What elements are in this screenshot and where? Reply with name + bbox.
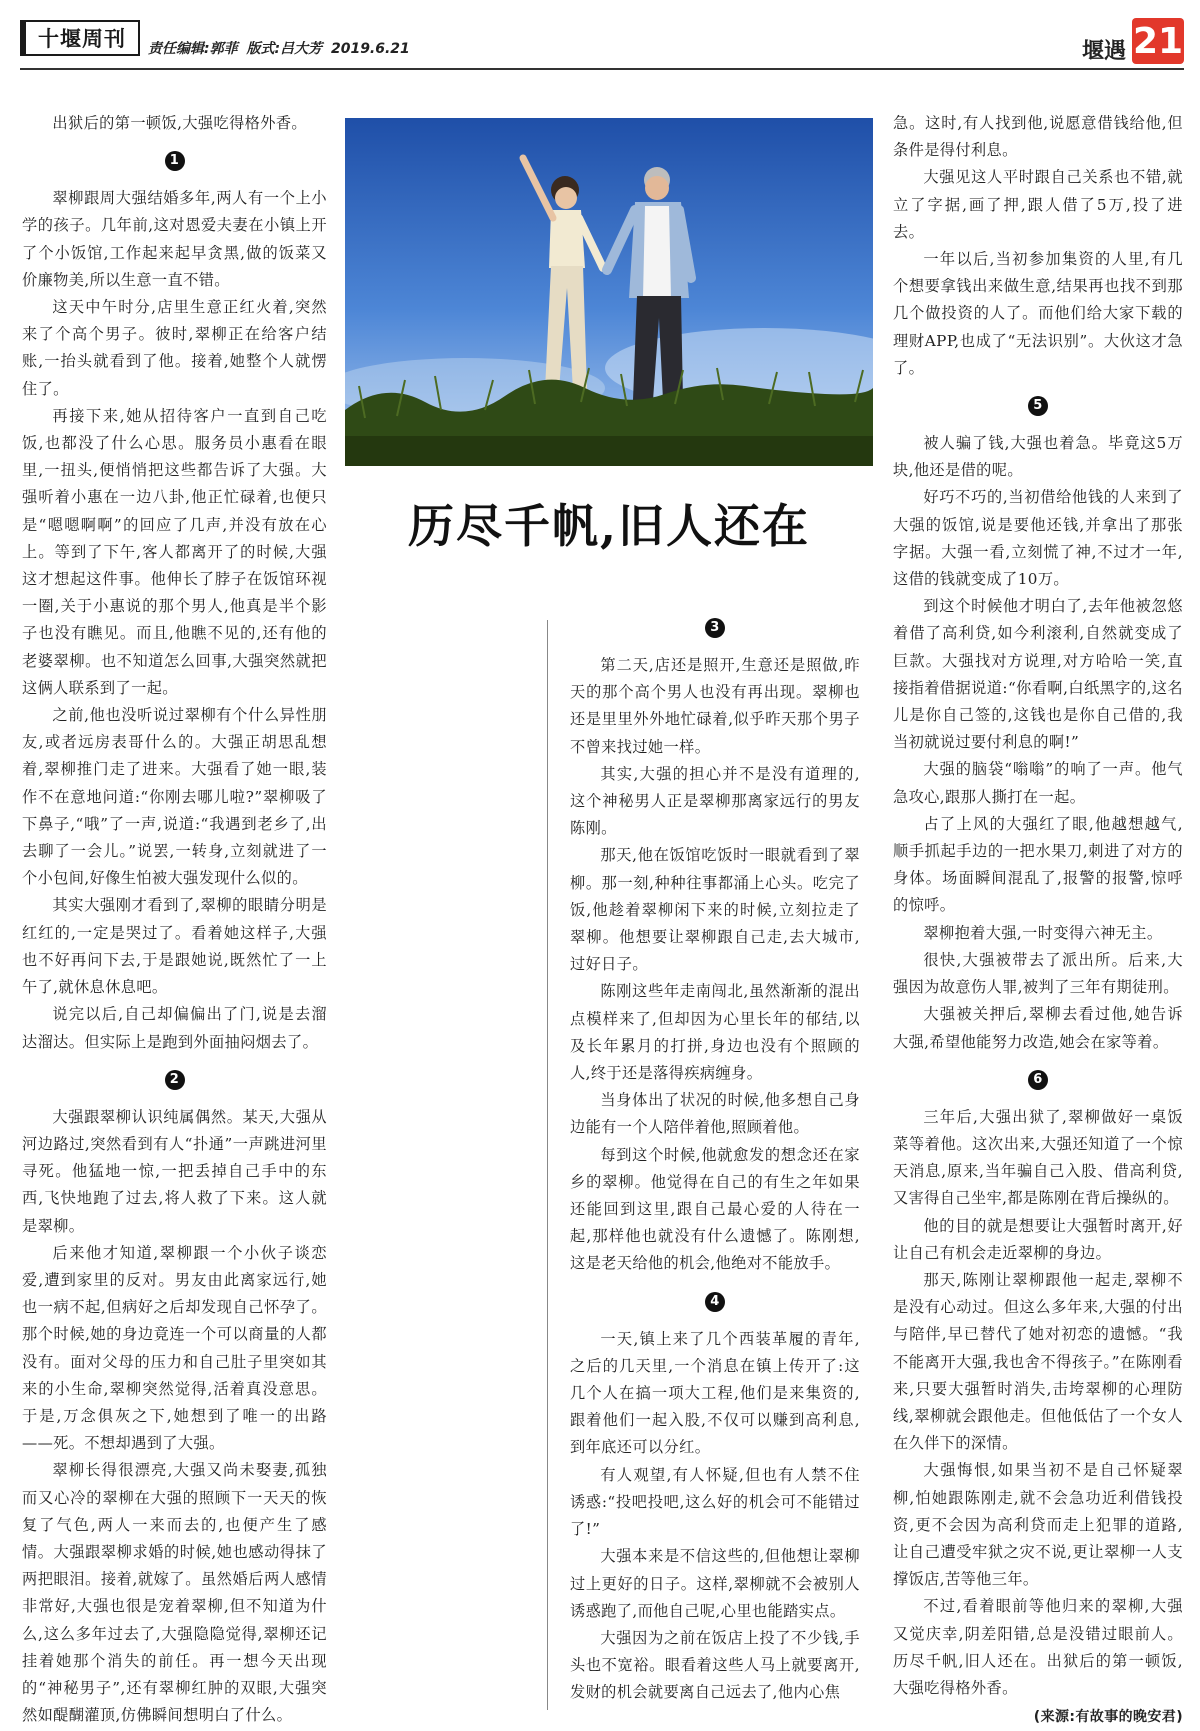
number-1-icon: 1 — [165, 151, 185, 171]
header-divider — [20, 68, 1184, 70]
paragraph: 大强的脑袋“嗡嗡”的响了一声。他气急攻心,跟那人撕打在一起。 — [893, 760, 1183, 806]
left-column — [22, 110, 327, 1729]
paragraph: 其实,大强的担心并不是没有道理的,这个神秘男人正是翠柳那离家远行的男友陈刚。 — [570, 764, 860, 838]
issue-date: 2019.6.21 — [330, 41, 410, 57]
section-marker-1 — [22, 151, 327, 171]
editor-credits — [148, 38, 414, 58]
section-marker-4 — [570, 1292, 860, 1312]
paragraph: 翠柳跟周大强结婚多年,两人有一个上小学的孩子。几年前,这对恩爱夫妻在小镇上开了个小饭馆,工作起来起早贪黑,做的饭菜又价廉物美,所以生意一直不错。 — [22, 189, 327, 289]
paragraph: 那天,他在饭馆吃饭时一眼就看到了翠柳。那一刻,种种往事都涌上心头。吃完了饭,他趁着翠柳闲下来的时候,立刻拉走了翠柳。他想要让翠柳跟自己走,去大城市,过好日子。 — [570, 846, 860, 974]
paragraph: 说完以后,自己却偏偏出了门,说是去溜达溜达。但实际上是跑到外面抽闷烟去了。 — [22, 1005, 327, 1051]
paragraph: 很快,大强被带去了派出所。后来,大强因为故意伤人罪,被判了三年有期徒刑。 — [893, 950, 1183, 997]
paragraph: 被人骗了钱,大强也着急。毕竟这5万块,他还是借的呢。 — [893, 434, 1183, 480]
paragraph: 陈刚这些年走南闯北,虽然渐渐的混出点模样来了,但却因为心里长年的郁结,以及长年累月的打拼,身边也没有个照顾的人,终于还是落得疾病缠身。 — [570, 982, 860, 1083]
article-source: (来源:有故事的晚安君) — [1033, 1709, 1183, 1726]
paragraph: 占了上风的大强红了眼,他越想越气,顺手抓起手边的一把水果刀,刺进了对方的身体。场面瞬间混乱了,报警的报警,惊呼的惊呼。 — [893, 814, 1183, 915]
section-marker-2 — [22, 1070, 327, 1090]
paragraph: 一天,镇上来了几个西装革履的青年,之后的几天里,一个消息在镇上传开了:这几个人在搞一项大工程,他们是来集资的,跟着他们一起入股,不仅可以赚到高利息,到年底还可以分红。 — [570, 1329, 860, 1457]
paragraph: 大强悔恨,如果当初不是自己怀疑翠柳,怕她跟陈刚走,就不会急功近利借钱投资,更不会因为高利贷而走上犯罪的道路,让自己遭受牢狱之灾不说,更让翠柳一人支撑饭店,苦等他三年。 — [893, 1461, 1183, 1589]
paragraph: 当身体出了状况的时候,他多想自己身边能有一个人陪伴着他,照顾着他。 — [570, 1091, 860, 1137]
number-4-icon: 4 — [705, 1292, 725, 1312]
paragraph: 翠柳长得很漂亮,大强又尚未娶妻,孤独而又心冷的翠柳在大强的照顾下一天天的恢复了气色,两人一来而去的,也便产生了感情。大强跟翠柳求婚的时候,她也感动得抹了两把眼泪。接着,就嫁了。虽然婚后两人感情非常好,大强也很是宠着翠柳,但不知道为什么,这么多年过去了,大强隐隐觉得,翠柳还记挂着她那个消失的前任。再一想今天出现的“神秘男子”,还有翠柳红肿的双眼,大强突然如醍醐灌顶,仿佛瞬间想明白了什么。 — [22, 1461, 327, 1725]
paragraph: 三年后,大强出狱了,翠柳做好一桌饭菜等着他。这次出来,大强还知道了一个惊天消息,原来,当年骗自己入股、借高利贷,又害得自己坐牢,都是陈刚在背后操纵的。 — [893, 1107, 1183, 1208]
paragraph: 大强本来是不信这些的,但他想让翠柳过上更好的日子。这样,翠柳就不会被别人诱惑跑了,而他自己呢,心里也能踏实点。 — [570, 1547, 860, 1620]
section-name: 堰遇 — [1082, 39, 1127, 64]
paragraph: 这天中午时分,店里生意正红火着,突然来了个高个男子。彼时,翠柳正在给客户结账,一抬头就看到了他。接着,她整个人就愣住了。 — [22, 298, 327, 398]
layout-name: 版式:吕大芳 — [246, 41, 323, 57]
paragraph: 大强见这人平时跟自己关系也不错,就立了字据,画了押,跟人借了5万,投了进去。 — [893, 168, 1183, 241]
section-marker-5 — [893, 396, 1183, 416]
column-divider — [547, 620, 548, 1710]
paragraph: 到这个时候他才明白了,去年他被忽悠着借了高利贷,如今利滚利,自然就变成了巨款。大强找对方说理,对方哈哈一笑,直接指着借据说道:“你看啊,白纸黑字的,这名儿是你自己签的,这钱也是你自己借的,我当初就说过要付利息的啊!” — [893, 597, 1183, 752]
paragraph: 之前,他也没听说过翠柳有个什么异性朋友,或者远房表哥什么的。大强正胡思乱想着,翠柳推门走了进来。大强看了她一眼,装作不在意地问道:“你刚去哪儿啦?”翠柳吸了下鼻子,“哦”了一声,说道:“我遇到老乡了,出去聊了一会儿。”说罢,一转身,立刻就进了一个小包间,好像生怕被大强发现什么似的。 — [22, 706, 327, 888]
paragraph: 翠柳抱着大强,一时变得六神无主。 — [923, 923, 1163, 942]
paragraph: 有人观望,有人怀疑,但也有人禁不住诱惑:“投吧投吧,这么好的机会可不能错过了!” — [570, 1465, 860, 1539]
masthead-title: 十堰周刊 — [38, 26, 126, 51]
page-header — [0, 0, 1200, 74]
paragraph: 每到这个时候,他就愈发的想念还在家乡的翠柳。他觉得在自己的有生之年如果还能回到这里,跟自己最心爱的人待在一起,那样他也就没有什么遗憾了。陈刚想,这是老天给他的机会,他绝对不能放手。 — [570, 1145, 860, 1273]
paragraph: 第二天,店还是照开,生意还是照做,昨天的那个高个男人也没有再出现。翠柳也还是里里外外地忙碌着,似乎昨天那个男子不曾来找过她一样。 — [570, 656, 860, 756]
masthead — [20, 20, 140, 56]
section-marker-6 — [893, 1070, 1183, 1090]
paragraph: 不过,看着眼前等他归来的翠柳,大强又觉庆幸,阴差阳错,总是没错过眼前人。历尽千帆,旧人还在。出狱后的第一顿饭,大强吃得格外香。 — [893, 1597, 1183, 1697]
paragraph: 再接下来,她从招待客户一直到自己吃饭,也都没了什么心思。服务员小惠看在眼里,一扭头,便悄悄把这些都告诉了大强。大强听着小惠在一边八卦,他正忙碌着,也便只是“嗯嗯啊啊”的回应了几声,并没有放在心上。等到了下午,客人都离开了的时候,大强这才想起这件事。他伸长了脖子在饭馆环视一圈,关于小惠说的那个男人,他真是半个影子也没有瞧见。而且,他瞧不见的,还有他的老婆翠柳。也不知道怎么回事,大强突然就把这俩人联系到了一起。 — [22, 406, 327, 697]
number-2-icon: 2 — [165, 1070, 185, 1090]
intro-paragraph: 出狱后的第一顿饭,大强吃得格外香。 — [52, 114, 308, 132]
couple-photo-icon — [345, 118, 873, 466]
number-5-icon: 5 — [1028, 396, 1048, 416]
paragraph: 大强跟翠柳认识纯属偶然。某天,大强从河边路过,突然看到有人“扑通”一声跳进河里寻死。他猛地一惊,一把丢掉自己手中的东西,飞快地跑了过去,将人救了下来。这人就是翠柳。 — [22, 1107, 327, 1235]
paragraph: 大强被关押后,翠柳去看过他,她告诉大强,希望他能努力改造,她会在家等着。 — [893, 1005, 1183, 1051]
paragraph: 大强因为之前在饭店上投了不少钱,手头也不宽裕。眼看着这些人马上就要离开,发财的机会就要离自己远去了,他内心焦 — [570, 1628, 860, 1702]
paragraph: 他的目的就是想要让大强暂时离开,好让自己有机会走近翠柳的身边。 — [893, 1216, 1183, 1262]
page-number-badge: 21 — [1132, 18, 1184, 64]
number-3-icon: 3 — [705, 618, 725, 638]
editor-name: 责任编辑:郭菲 — [148, 41, 238, 57]
couple-photo — [345, 118, 873, 466]
paragraph: 急。这时,有人找到他,说愿意借钱给他,但条件是得付利息。 — [893, 114, 1183, 160]
middle-column — [570, 604, 860, 1707]
paragraph: 后来他才知道,翠柳跟一个小伙子谈恋爱,遭到家里的反对。男友由此离家远行,她也一病不起,但病好之后却发现自己怀孕了。那个时候,她的身边竟连一个可以商量的人都没有。面对父母的压力和自己肚子里突如其来的小生命,翠柳突然觉得,活着真没意思。于是,万念俱灰之下,她想到了唯一的出路——死。不想却遇到了大强。 — [22, 1243, 327, 1453]
article-headline: 历尽千帆,旧人还在 — [407, 499, 810, 553]
right-column — [893, 110, 1183, 1731]
paragraph: 那天,陈刚让翠柳跟他一起走,翠柳不是没有心动过。但这么多年来,大强的付出与陪伴,早已替代了她对初恋的遗憾。“我不能离开大强,我也舍不得孩子。”在陈刚看来,只要大强暂时消失,击垮翠柳的心理防线,翠柳就会跟他走。但他低估了一个女人在久伴下的深情。 — [893, 1270, 1183, 1453]
paragraph: 一年以后,当初参加集资的人里,有几个想要拿钱出来做生意,结果再也找不到那几个做投资的人了。而他们给大家下载的理财APP,也成了“无法识别”。大伙这才急了。 — [893, 250, 1183, 377]
paragraph: 其实大强刚才看到了,翠柳的眼睛分明是红红的,一定是哭过了。看着她这样子,大强也不好再问下去,于是跟她说,既然忙了一上午了,就休息休息吧。 — [22, 896, 327, 997]
paragraph: 好巧不巧的,当初借给他钱的人来到了大强的饭馆,说是要他还钱,并拿出了那张字据。大强一看,立刻慌了神,不过才一年,这借的钱就变成了10万。 — [893, 488, 1183, 589]
section-marker-3 — [570, 618, 860, 638]
number-6-icon: 6 — [1028, 1070, 1048, 1090]
